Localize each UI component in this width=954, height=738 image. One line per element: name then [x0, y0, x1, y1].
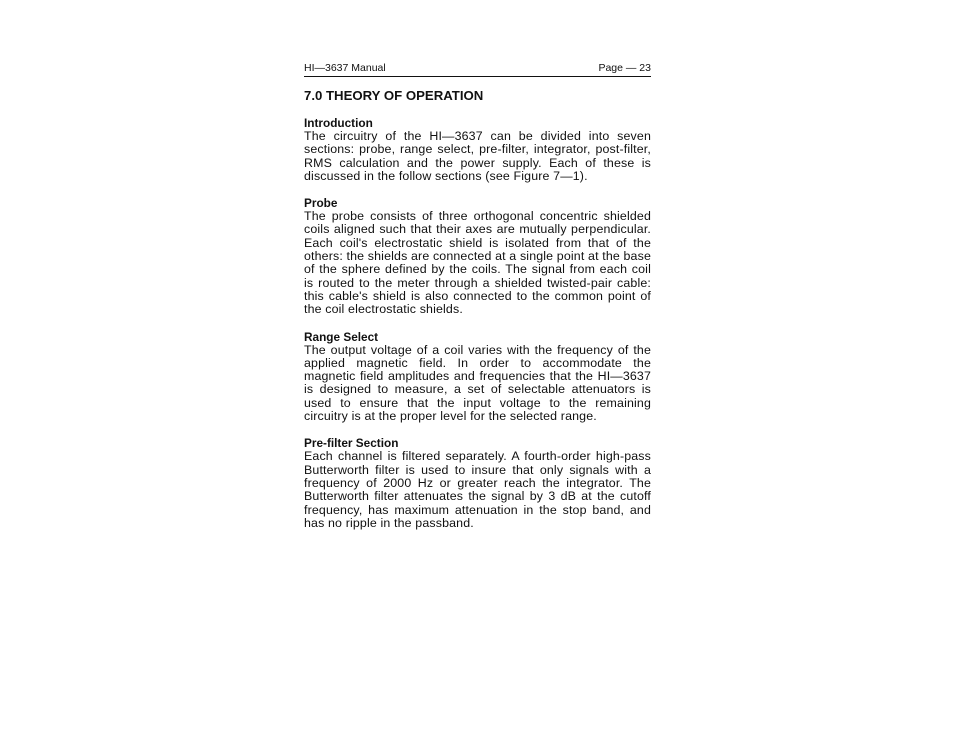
- running-header: [304, 61, 651, 77]
- subsection-paragraph: The probe consists of three orthogonal concentric shielded coils aligned such that their axes are mutually perpendicular. Each coil's electrostatic shield is isolated from that of the others: the shields are connected at a single point at the base of the sphere defined by the coils. The signal from each coil is routed to the meter through a shielded twisted-pair cable: this cable's shield is also connected to the common point of the coil electrostatic shields.: [304, 209, 651, 317]
- subsection-pre-filter: [304, 436, 651, 530]
- subsection-probe: [304, 196, 651, 316]
- header-page-number: Page — 23: [598, 62, 651, 74]
- subsection-heading: Probe: [304, 196, 338, 211]
- section-title: 7.0 THEORY OF OPERATION: [304, 88, 484, 103]
- subsection-heading: Introduction: [304, 116, 373, 130]
- subsection-paragraph: The circuitry of the HI—3637 can be divided into seven sections: probe, range select, pre-filter, integrator, post-filter, RMS calculation and the power supply. Each of these is discussed in the follow sections (see Figure 7—1).: [304, 129, 651, 183]
- header-manual-title: HI—3637 Manual: [304, 62, 386, 74]
- subsection-heading: Pre-filter Section: [304, 436, 399, 451]
- page-content: [304, 87, 651, 530]
- subsection-introduction: [304, 116, 651, 183]
- subsection-paragraph: Each channel is filtered separately. A fourth-order high-pass Butterworth filter is used to insure that only signals with a frequency of 2000 Hz or greater reach the integrator. The Butterworth filter attenuates the signal by 3 dB at the cutoff frequency, has maximum attenuation in the stop band, and has no ripple in the passband.: [304, 449, 651, 530]
- subsection-range-select: [304, 330, 651, 424]
- subsection-heading: Range Select: [304, 329, 379, 344]
- subsection-paragraph: The output voltage of a coil varies with the frequency of the applied magnetic field. In order to accommodate the magnetic field amplitudes and frequencies that the HI—3637 is designed to measure, a set of selectable attenuators is used to ensure that the input voltage to the remaining circuitry is at the proper level for the selected range.: [304, 342, 651, 424]
